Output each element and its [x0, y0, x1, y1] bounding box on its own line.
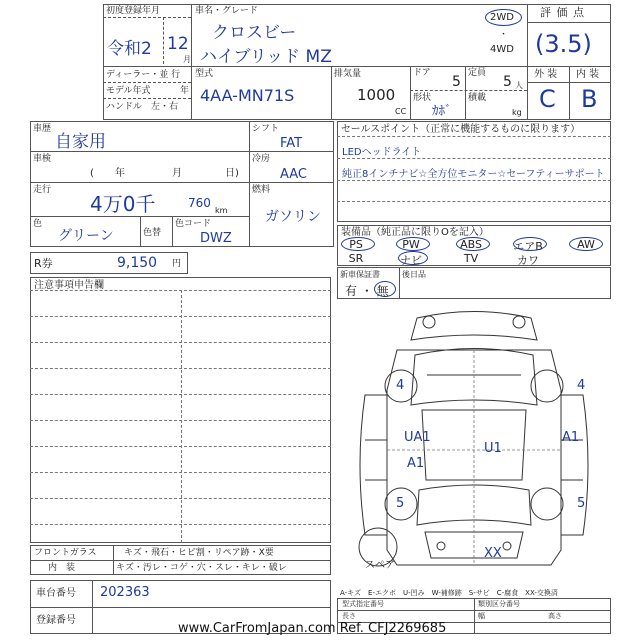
circle-navi: [398, 251, 428, 265]
sales-line-1: LEDヘッドライト: [342, 147, 422, 158]
mark-rear-left-wheel: 5: [396, 496, 405, 511]
month-unit: 月: [183, 55, 191, 64]
color-change-label: 色替: [143, 228, 162, 238]
notes-label: 注意事項申告欄: [34, 280, 104, 291]
shift-label: シフト: [252, 124, 280, 134]
exterior-grade: C: [539, 85, 556, 113]
usage-value: 自家用: [55, 132, 106, 152]
model-spec-label: 型式指定番号: [342, 600, 384, 608]
mileage-label: 走行: [33, 185, 52, 195]
circle-ps: [341, 237, 375, 251]
cc-unit: CC: [395, 107, 407, 116]
ac-value: AAC: [280, 167, 307, 182]
fuel-label: 燃料: [252, 185, 271, 195]
equip-airbag: エアB: [513, 240, 543, 253]
displacement-label: 排気量: [334, 69, 362, 79]
shape-value: ｶﾎﾞ: [432, 104, 452, 119]
car-grade: ハイブリッド MZ: [200, 47, 332, 67]
car-name: クロスビー: [212, 23, 297, 43]
equipment-label: 装備品（純正品に限りOを記入）: [341, 227, 489, 238]
interior-grade: B: [581, 85, 598, 113]
recycle-value: 9,150: [117, 255, 158, 271]
circle-abs: [456, 237, 490, 251]
mark-right-front-door: A1: [562, 430, 580, 445]
type-label: 型式: [195, 69, 214, 79]
usage-label: 車歴: [33, 124, 52, 134]
exterior-label: 外 装: [534, 69, 558, 80]
color-code-label: 色コード: [175, 219, 212, 229]
sales-line-2: 純正8インチナビ☆全方位モニター☆セーフティーサポート: [342, 169, 605, 180]
height-label: 高さ: [548, 612, 562, 620]
reg-era: 令和2: [107, 39, 152, 59]
shape-label: 形状: [413, 93, 432, 103]
eval-label: 評 価 点: [540, 6, 585, 19]
color-label: 色: [33, 219, 43, 229]
model-year-label: モデル年式: [106, 86, 151, 96]
mark-left-rear-door: A1: [407, 456, 425, 471]
warranty-circle: [374, 281, 396, 297]
equip-ps: PS: [349, 238, 363, 251]
inspection-day: 日): [225, 168, 239, 179]
recycle-frame: [30, 252, 188, 274]
category-label: 類別区分番号: [478, 600, 520, 608]
type-value: 4AA-MN71S: [200, 86, 295, 105]
reg-number-label: 登録番号: [36, 615, 76, 626]
model-year-unit: 年: [180, 86, 190, 96]
drive-dot: ・: [499, 30, 509, 40]
damage-legend: A-キズ E-エクボ U-凹み W-補修跡 S-サビ C-腐食 XX-交換済: [340, 589, 558, 597]
eval-score: (3.5): [535, 30, 592, 58]
circle-aw: [569, 237, 603, 251]
car-name-label: 車名・グレード: [195, 6, 259, 16]
mark-rear-bumper: XX: [484, 546, 502, 561]
handle-label: ハンドル 左・右: [106, 102, 179, 112]
door-label: ドア: [413, 68, 431, 78]
load-label: 積載: [468, 93, 487, 103]
front-glass-value: キズ・飛石・ヒビ割・リペア跡・X要: [124, 548, 274, 558]
equip-pw: PW: [402, 238, 420, 251]
reg-month: 12: [167, 34, 189, 54]
warranty-label: 新車保証書: [340, 270, 380, 279]
inspection-label: 車検: [33, 154, 52, 164]
inspection-year: 年: [115, 168, 125, 179]
recycle-label: R券: [34, 257, 53, 270]
circle-pw: [396, 237, 430, 251]
fuel-value: ガソリン: [265, 209, 321, 225]
mileage-sub: 760: [188, 196, 211, 210]
sales-label: セールスポイント（正常に機能するものに限ります）: [341, 124, 581, 135]
capacity-label: 定員: [468, 68, 487, 78]
chassis-value: 202363: [100, 585, 150, 600]
later-items-label: 後日品: [402, 270, 426, 279]
shift-value: FAT: [280, 136, 303, 151]
drive-4wd: 4WD: [490, 44, 514, 55]
chassis-label: 車台番号: [36, 588, 76, 599]
equip-leather: カワ: [517, 254, 539, 267]
warranty-value: 有 ・ 無: [345, 284, 389, 298]
mark-front-left-wheel: 4: [396, 378, 405, 393]
capacity-value: 5: [503, 74, 512, 90]
yen-unit: 円: [172, 259, 182, 269]
interior-note-label: 内 装: [48, 563, 76, 573]
color-code-value: DWZ: [200, 231, 232, 246]
mark-front-right-wheel: 4: [577, 378, 586, 393]
length-label: 長さ: [342, 612, 356, 620]
drive-2wd: 2WD: [490, 12, 514, 23]
dealer-label: ディーラー・並 行: [106, 70, 181, 80]
kg-unit: kg: [512, 108, 522, 117]
mark-left-front-door: UA1: [404, 430, 431, 445]
mileage-value: 4万0千: [90, 192, 156, 216]
capacity-unit: 人: [515, 81, 523, 90]
color-value: グリーン: [58, 228, 114, 244]
equip-aw: AW: [577, 238, 595, 251]
width-label: 幅: [478, 612, 485, 620]
reg-date-label: 初度登録年月: [106, 6, 161, 16]
displacement-value: 1000: [357, 86, 396, 104]
watermark: www.CarFromJapan.com Ref. CFJ2269685: [178, 621, 447, 636]
circle-airbag: [513, 237, 547, 251]
door-value: 5: [452, 74, 461, 90]
equip-tv: TV: [463, 252, 479, 265]
km-unit: km: [215, 206, 228, 215]
interior-note-value: キズ・汚レ・コゲ・穴・スレ・キレ・破レ: [116, 563, 287, 573]
inspection-month: 月: [172, 168, 182, 179]
ac-label: 冷房: [252, 154, 271, 164]
mark-roof: U1: [484, 441, 502, 456]
equip-abs: ABS: [460, 238, 482, 251]
inspection-paren: (: [90, 168, 94, 179]
front-glass-label: フロントガラス: [34, 548, 97, 558]
equip-sr: SR: [348, 252, 364, 265]
spare-label: スペア: [365, 560, 395, 571]
equip-navi: ナビ: [400, 254, 422, 267]
interior-label: 内 装: [576, 69, 600, 80]
mark-rear-right-wheel: 5: [577, 496, 586, 511]
